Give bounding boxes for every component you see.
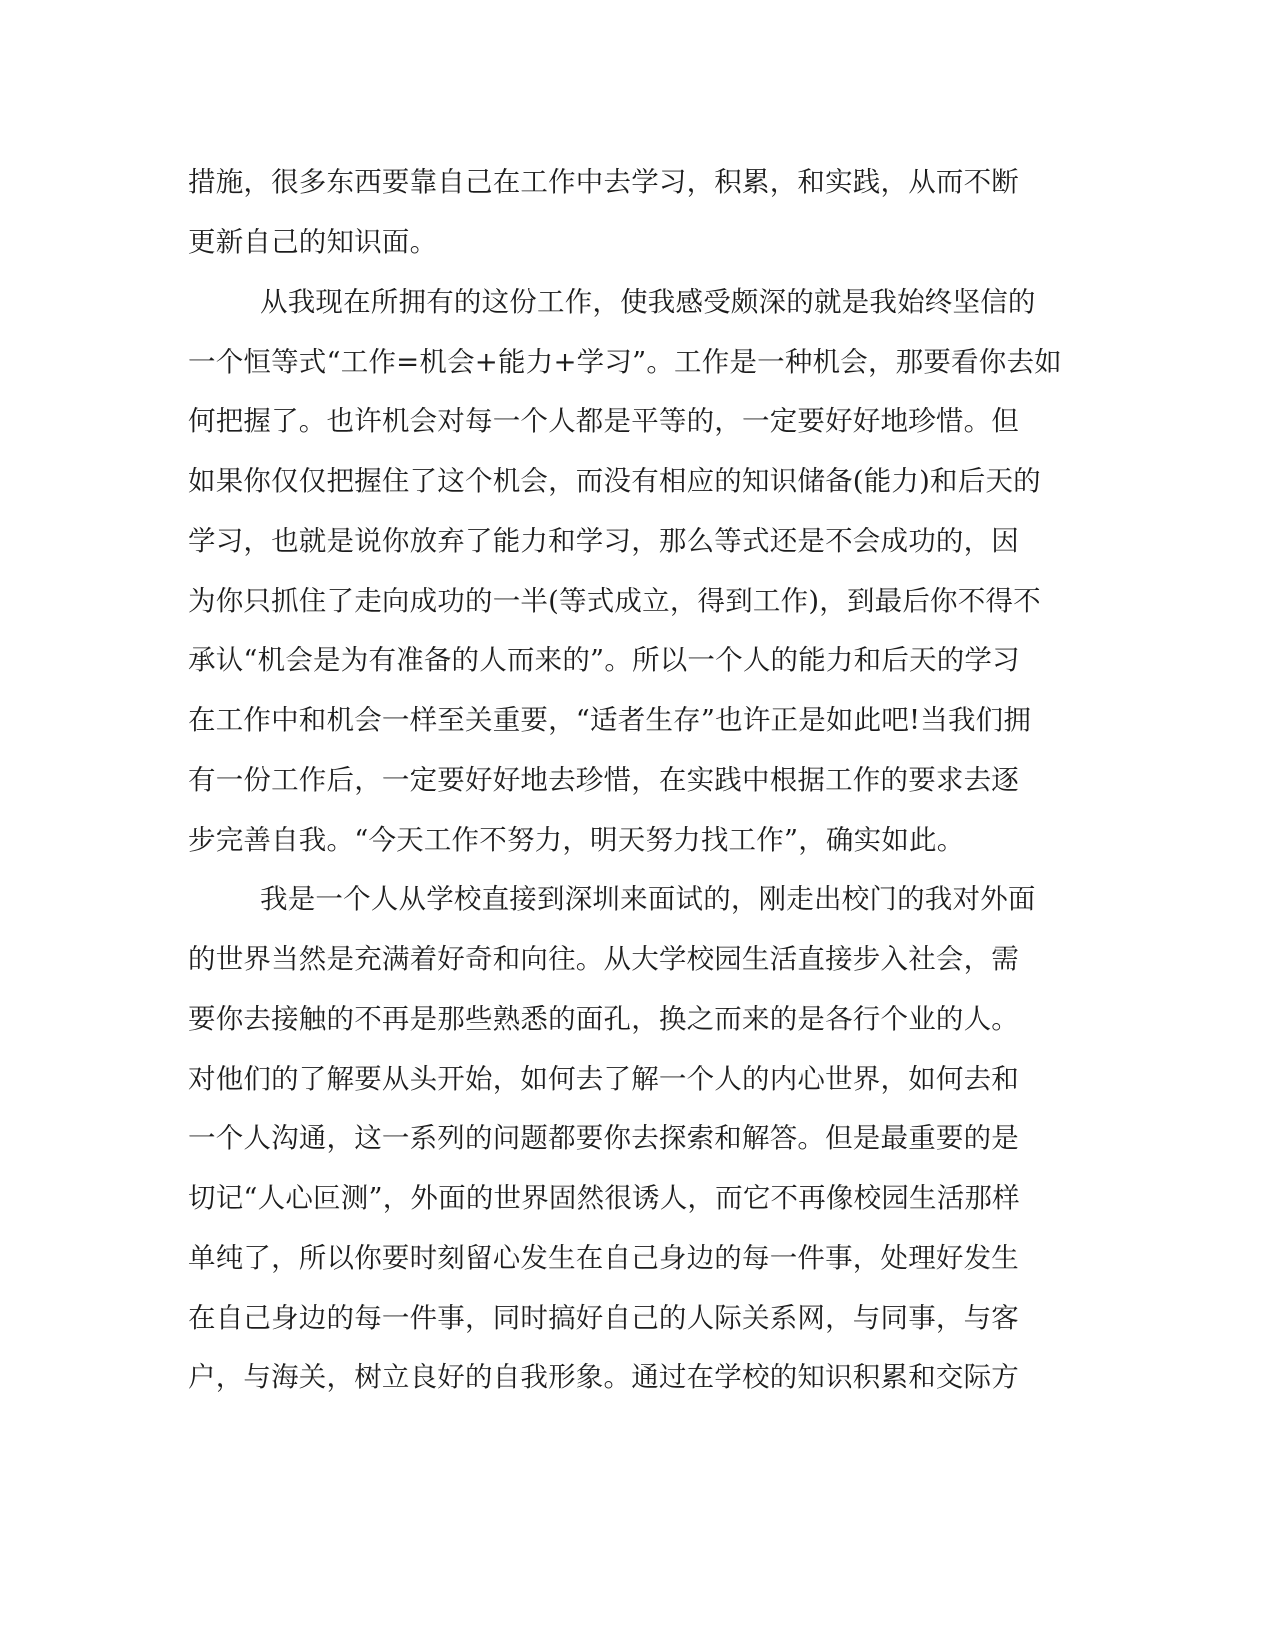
text-line: 承认“机会是为有准备的人而来的”。所以一个人的能力和后天的学习: [188, 644, 1020, 676]
text-line: 有一份工作后，一定要好好地去珍惜，在实践中根据工作的要求去逐: [188, 764, 1019, 796]
text-line: 对他们的了解要从头开始，如何去了解一个人的内心世界，如何去和: [188, 1063, 1019, 1095]
text-line: 一个恒等式“工作=机会+能力+学习”。工作是一种机会，那要看你去如: [188, 346, 1062, 378]
text-line: 户，与海关，树立良好的自我形象。通过在学校的知识积累和交际方: [188, 1361, 1019, 1393]
text-line: 更新自己的知识面。: [188, 226, 438, 258]
text-line: 在自己身边的每一件事，同时搞好自己的人际关系网，与同事，与客: [188, 1302, 1019, 1334]
text-line: 学习，也就是说你放弃了能力和学习，那么等式还是不会成功的，因: [188, 525, 1019, 557]
text-line: 何把握了。也许机会对每一个人都是平等的，一定要好好地珍惜。但: [188, 405, 1019, 437]
text-line: 切记“人心叵测”，外面的世界固然很诱人，而它不再像校园生活那样: [188, 1182, 1020, 1214]
text-line: 一个人沟通，这一系列的问题都要你去探索和解答。但是最重要的是: [188, 1122, 1019, 1154]
text-line: 从我现在所拥有的这份工作，使我感受颇深的就是我始终坚信的: [260, 286, 1036, 318]
text-line: 要你去接触的不再是那些熟悉的面孔，换之而来的是各行个业的人。: [188, 1003, 1019, 1035]
text-line: 的世界当然是充满着好奇和向往。从大学校园生活直接步入社会，需: [188, 943, 1019, 975]
text-line: 单纯了，所以你要时刻留心发生在自己身边的每一件事，处理好发生: [188, 1242, 1019, 1274]
text-line: 如果你仅仅把握住了这个机会，而没有相应的知识储备(能力)和后天的: [188, 465, 1041, 497]
text-line: 步完善自我。“今天工作不努力，明天努力找工作”，确实如此。: [188, 824, 965, 856]
text-line: 措施，很多东西要靠自己在工作中去学习，积累，和实践，从而不断: [188, 166, 1019, 198]
text-line: 为你只抓住了走向成功的一半(等式成立，得到工作)，到最后你不得不: [188, 585, 1041, 617]
text-line: 我是一个人从学校直接到深圳来面试的，刚走出校门的我对外面: [260, 883, 1036, 915]
text-line: 在工作中和机会一样至关重要，“适者生存”也许正是如此吧!当我们拥: [188, 704, 1032, 736]
